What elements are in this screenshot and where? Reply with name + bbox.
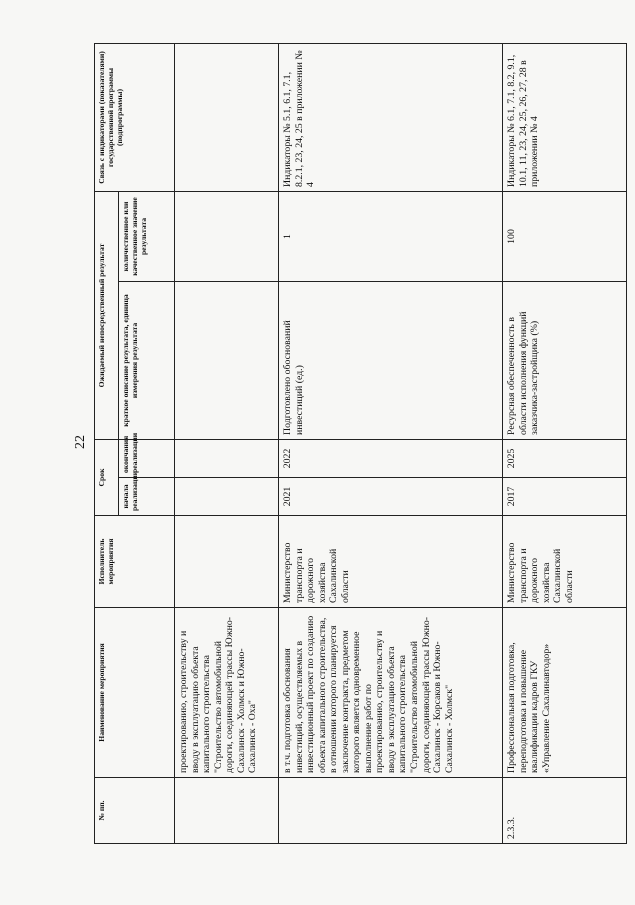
row-executor: Министерство транспорта и дорожного хозяйства Сахалинской области: [279, 516, 503, 608]
row-no: [175, 778, 279, 844]
row-no: 2.3.3.: [503, 778, 627, 844]
row-end: 2025: [503, 439, 627, 477]
row-desc: Подготовлено обоснований инвестиций (ед.): [279, 281, 503, 439]
row-name: в т.ч. подготовка обоснования инвестиций, осуществляемых в инвестиционный проект по созданию объекта капитального строительства, в отношении которого планируется заключение контракта, предметом которого является одновременное выполнение работ по проектированию, строительству и вводу в эксплуатацию объекта капитального строительства "Строительство автомобильной дороги, соединяющей трассы Южно-Сахалинск - Корсаков и Южно-Сахалинск - Холмск": [279, 608, 503, 778]
row-start: [175, 478, 279, 516]
header-name: Наименование мероприятия: [95, 608, 175, 778]
header-result-value: количественное или качественное значение результата: [119, 191, 175, 281]
row-name: проектированию, строительству и вводу в эксплуатацию объекта капитального строительства "Строительство автомобильной дороги, соединяющей трассы Южно-Сахалинск - Холмск и Южно-Сахалинск - Оха": [175, 608, 279, 778]
header-executor: Исполнитель мероприятия: [95, 516, 175, 608]
table-row: [503, 43, 627, 843]
row-executor: [175, 516, 279, 608]
header-result-desc: краткое описание результата, единица измерения результата: [119, 281, 175, 439]
header-period: Срок: [95, 439, 119, 515]
header-no: № пп.: [95, 778, 175, 844]
measures-table: [94, 43, 627, 844]
row-desc: [175, 281, 279, 439]
table-row: [175, 43, 279, 843]
row-indicators: [175, 43, 279, 191]
row-start: 2017: [503, 478, 627, 516]
header-period-end: окончания реализации: [119, 439, 175, 477]
row-value: 100: [503, 191, 627, 281]
header-period-start: начала реализации: [119, 478, 175, 516]
row-no: [279, 778, 503, 844]
table-row: [279, 43, 503, 843]
row-desc: Ресурсная обеспеченность в области исполнения функций заказчика-застройщика (%): [503, 281, 627, 439]
row-indicators: Индикаторы № 6.1, 7.1, 8.2, 9.1, 10.1, 11, 23, 24, 25, 26, 27, 28 в приложении № 4: [503, 43, 627, 191]
row-end: [175, 439, 279, 477]
row-value: 1: [279, 191, 503, 281]
row-executor: Министерство транспорта и дорожного хозяйства Сахалинской области: [503, 516, 627, 608]
header-indicators: Связь с индикаторами (показателями) государственной программы (подпрограммы): [95, 43, 175, 191]
row-start: 2021: [279, 478, 503, 516]
row-indicators: Индикаторы № 5.1, 6.1, 7.1, 8.2.1, 23, 24, 25 в приложении № 4: [279, 43, 503, 191]
row-value: [175, 191, 279, 281]
row-end: 2022: [279, 439, 503, 477]
rotated-table-wrapper: [94, 44, 634, 844]
row-name: Профессиональная подготовка, переподготовка и повышение квалификации кадров ГКУ «Управление Сахалинавтодор»: [503, 608, 627, 778]
header-result: Ожидаемый непосредственный результат: [95, 191, 119, 439]
page-number: 22: [73, 435, 88, 449]
